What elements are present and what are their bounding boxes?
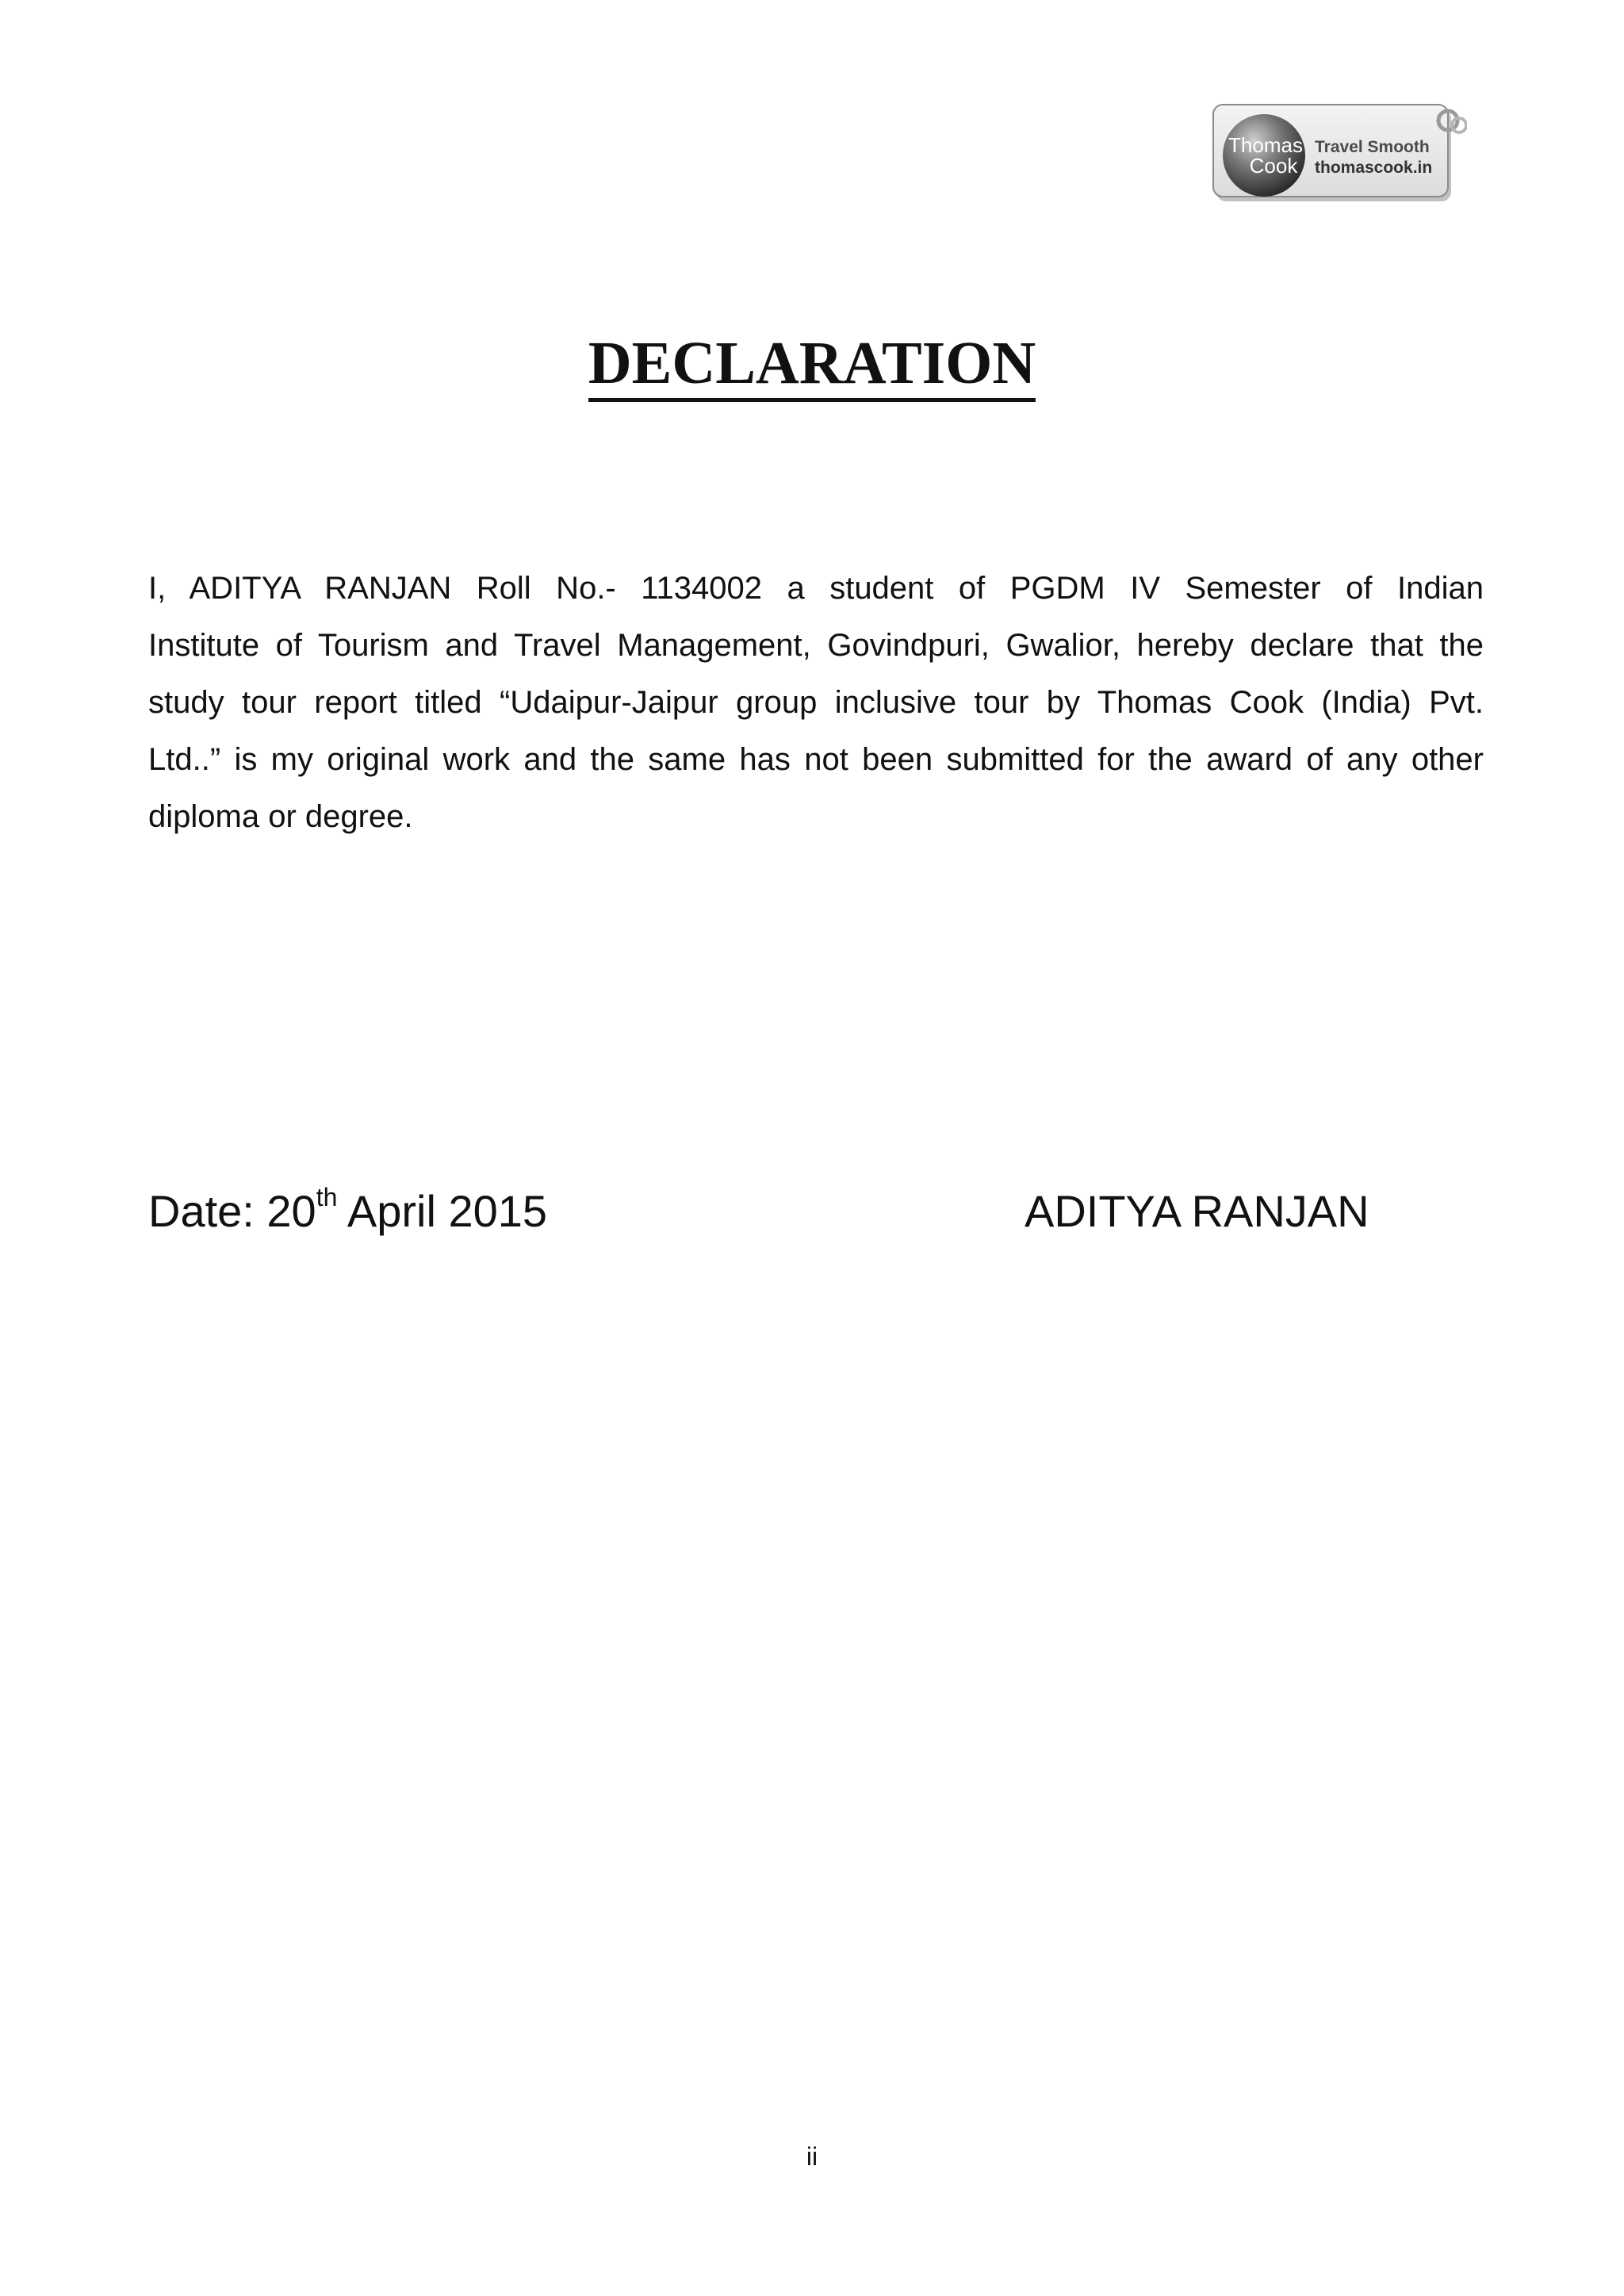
page-title-text: DECLARATION: [588, 330, 1036, 402]
date-ordinal-suffix: th: [316, 1183, 338, 1211]
page-number: ii: [806, 2142, 818, 2171]
logo-website: thomascook.in: [1315, 159, 1433, 177]
declaration-paragraph: [148, 560, 1484, 845]
declaration-line: study tour report titled “Udaipur-Jaipur group inclusive tour by Thomas Cook (India) Pvt.: [148, 685, 1484, 720]
logo-brand-line1: Thomas: [1228, 133, 1303, 157]
date-suffix: April 2015: [337, 1186, 548, 1236]
logo-tagline: Travel Smooth: [1315, 138, 1430, 156]
declaration-date: [148, 1183, 547, 1240]
declaration-line: I, ADITYA RANJAN Roll No.- 1134002 a student of PGDM IV Semester of Indian: [148, 571, 1484, 606]
page-title: [0, 325, 1624, 401]
declaration-line: diploma or degree.: [148, 799, 413, 834]
thomas-cook-logo: [1212, 101, 1467, 205]
signatory-name: ADITYA RANJAN: [1025, 1186, 1369, 1236]
logo-brand-line2: Cook: [1249, 154, 1298, 178]
date-prefix: Date: 20: [148, 1186, 316, 1236]
declaration-line: Ltd..” is my original work and the same has not been submitted for the award of any other: [148, 742, 1484, 777]
declaration-line: Institute of Tourism and Travel Management, Govindpuri, Gwalior, hereby declare that the: [148, 628, 1484, 663]
